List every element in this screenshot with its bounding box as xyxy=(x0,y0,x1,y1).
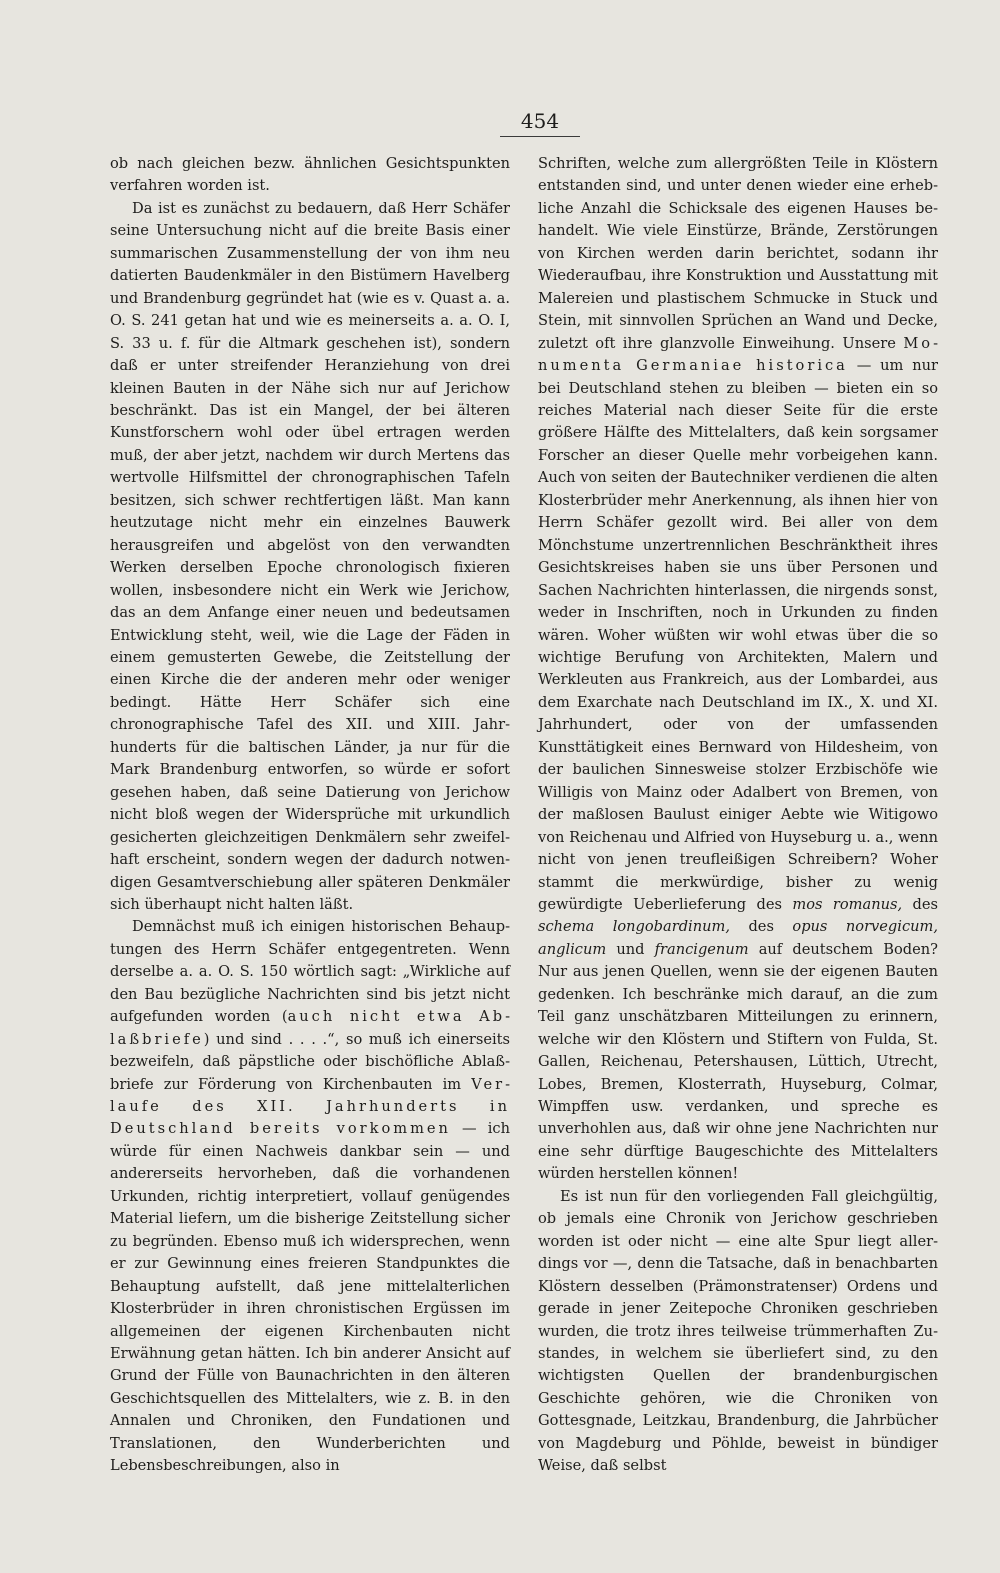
paragraph-3 xyxy=(110,916,510,1477)
text-run: Schriften, welche zum allergrößten Teile in Klöstern entstanden sind, und unter denen wieder eine erhebliche Anzahl die Schicksale des eigenen Hauses behandelt. Wie viele Einstürze, Brände, Zerstörungen von Kirchen werden darin berichtet, sodann ihr Wiederaufbau, ihre Konstruktion und Ausstattung mit Malereien und plastischem Schmucke in Stuck und Stein, mit sinnvollen Sprüchen an Wand und Decke, zuletzt oft ihre glanzvolle Einweihung. Unsere xyxy=(538,155,938,352)
text-run: — ich würde für einen Nachweis dankbar sein — und andererseits hervorheben, daß die vorhandenen Urkunden, richtig interpretiert, vollauf genügendes Material liefern, um die bisherige Zeitstellung sicher zu begründen. Ebenso muß ich widersprechen, wenn er zur Gewinnung eines freieren Standpunktes die Behauptung aufstellt, daß jene mittelalterlichen Klosterbrüder in ihren chronistischen Ergüssen im allgemeinen der eigenen Kirchenbauten nicht Erwähnung getan hätten. Ich bin anderer Ansicht auf Grund der Fülle von Baunachrichten in den älteren Geschichtsquellen des Mittelalters, wie z. B. in den Annalen und Chroniken, den Fundationen und Translationen, den Wunderberichten und Lebensbeschreibungen, also in xyxy=(110,1120,510,1475)
italic-term: opus norvegicum, anglicum xyxy=(538,918,938,958)
italic-term: francigenum xyxy=(654,940,749,958)
spaced-emphasis: auch nicht etwa Ablaßbriefe xyxy=(110,1008,510,1048)
text-run: und xyxy=(606,940,655,958)
spaced-emphasis: Monumenta Germaniae historica xyxy=(538,334,938,375)
text-run: Demnächst muß ich einigen historischen Behauptungen des Herrn Schäfer entgegentreten. Wenn derselbe a. a. O. S. 150 wörtlich sagt: „Wirkliche auf den Bau bezügliche Nachrichten sind bis jetzt nicht aufgefunden worden ( xyxy=(110,918,510,1026)
right-column xyxy=(538,153,938,1478)
paragraph-1: ob nach gleichen bezw. ähnlichen Gesichtspunkten verfahren worden ist. xyxy=(110,155,510,195)
spaced-emphasis: Verlaufe des XII. Jahrhunderts in Deutschland bereits vorkommen xyxy=(110,1075,510,1138)
italic-term: mos romanus, xyxy=(792,895,903,913)
page-number: 454 xyxy=(500,108,580,137)
paragraph-continued xyxy=(538,153,938,1186)
text-run: — um nur bei Deutschland stehen zu bleiben — bieten ein so reiches Material nach dieser Seite für die erste größere Hälfte des Mittelalters, daß kein sorgsamer Forscher an dieser Quelle mehr vorbeigehen kann. Auch von seiten der Bautechniker verdienen die alten Klosterbrüder mehr Anerkennung, als ihnen hier von Herrn Schäfer gezollt wird. Bei aller von dem Mönchstume unzertrennlichen Beschränktheit ihres Gesichtskreises haben sie uns über Personen und Sachen Nachrichten hinterlassen, die nirgends sonst, weder in Inschriften, noch in Urkunden zu finden wären. Woher wüßten wir wohl etwas über die so wichtige Berufung von Architekten, Malern und Werkleuten aus Frankreich, aus der Lombardei, aus dem Exarchate nach Deutschland im IX., X. und XI. Jahrhundert, oder von der umfassenden Kunsttätigkeit eines Bernward von Hildesheim, von der baulichen Sinnesweise stolzer Erzbischöfe wie Willigis von Mainz oder Adalbert von Bremen, von der maßlosen Baulust einiger Aebte wie Witigowo von Reichenau und Alfried von Huyseburg u. a., wenn nicht von jenen treufleißigen Schreibern? Woher stammt die merkwürdige, bisher zu wenig gewürdigte Ueberlieferung des xyxy=(538,357,938,913)
text-run: ) und sind . . . .“, so muß ich einerseits bezweifeln, daß päpstliche oder bischöfliche Ablaßbriefe zur Förderung von Kirchenbauten im xyxy=(110,1030,510,1093)
italic-term: schema longobardinum, xyxy=(538,918,730,936)
text-run: des xyxy=(902,895,939,913)
paragraph-2: Da ist es zunächst zu bedauern, daß Herr Schäfer seine Untersuchung nicht auf die breite Basis einer summarischen Zusammenstellung der von ihm neu datierten Baudenkmäler in den Bistümern Havelberg und Brandenburg gegründet hat (wie es v. Quast a. a. O. S. 241 getan hat und wie es meinerseits a. a. O. I, S. 33 u. f. für die Altmark geschehen ist), sondern daß er unter streifender Heranziehung von drei kleinen Bauten in der Nähe sich nur auf Jerichow beschränkt. Das ist ein Mangel, der bei älteren Kunstforschern wohl oder übel ertragen werden muß, der aber jetzt, nachdem wir durch Mertens das wertvolle Hilfsmittel der chronographischen Tafeln besitzen, sich schwer rechtfertigen läßt. Man kann heutzutage nicht mehr ein einzelnes Bauwerk herausgreifen und abgelöst von den verwandten Werken derselben Epoche chronologisch fixieren wollen, insbesondere nicht ein Werk wie Jerichow, das an dem Anfange einer neuen und bedeutsamen Entwicklung steht, weil, wie die Lage der Fäden in einem gemusterten Gewebe, die Zeitstellung der einen Kirche die der anderen mehr oder weniger bedingt. Hätte Herr Schäfer sich eine chronographische Tafel des XII. und XIII. Jahrhunderts für die baltischen Länder, ja nur für die Mark Brandenburg entworfen, so würde er sofort gesehen haben, daß seine Datierung von Jerichow nicht bloß wegen der Widersprüche mit urkundlich gesicherten gleichzeitigen Denkmälern sehr zweifelhaft erscheint, sondern wegen der dadurch notwendigen Gesamtverschiebung aller späteren Denkmäler sich überhaupt nicht halten läßt. xyxy=(110,199,510,913)
text-run: des xyxy=(730,918,793,936)
left-column xyxy=(110,153,510,1478)
text-run: auf deutschem Boden? Nur aus jenen Quellen, wenn sie der eigenen Bauten gedenken. Ich beschränke mich darauf, an die zum Teil ganz unschätzbaren Mitteilungen zu erinnern, welche wir den Klöstern und Stiftern von Fulda, St. Gallen, Reichenau, Petershausen, Lüttich, Utrecht, Lobes, Bremen, Klosterrath, Huyseburg, Colmar, Wimpffen usw. verdanken, und spreche es unverhohlen aus, daß wir ohne jene Nachrichten nur eine sehr dürftige Baugeschichte des Mittelalters würden herstellen können! xyxy=(538,940,938,1183)
paragraph-2: Es ist nun für den vorliegenden Fall gleichgültig, ob jemals eine Chronik von Jerichow geschrieben worden ist oder nicht — eine alte Spur liegt allerdings vor —, denn die Tatsache, daß in benachbarten Klöstern desselben (Prämonstratenser) Ordens und gerade in jener Zeitepoche Chroniken geschrieben wurden, die trotz ihres teilweise trümmerhaften Zustandes, in welchem sie überliefert sind, zu den wichtigsten Quellen der brandenburgischen Geschichte gehören, wie die Chroniken von Gottesgnade, Leitzkau, Brandenburg, die Jahrbücher von Magdeburg und Pöhlde, beweist in bündiger Weise, daß selbst xyxy=(538,1187,938,1475)
